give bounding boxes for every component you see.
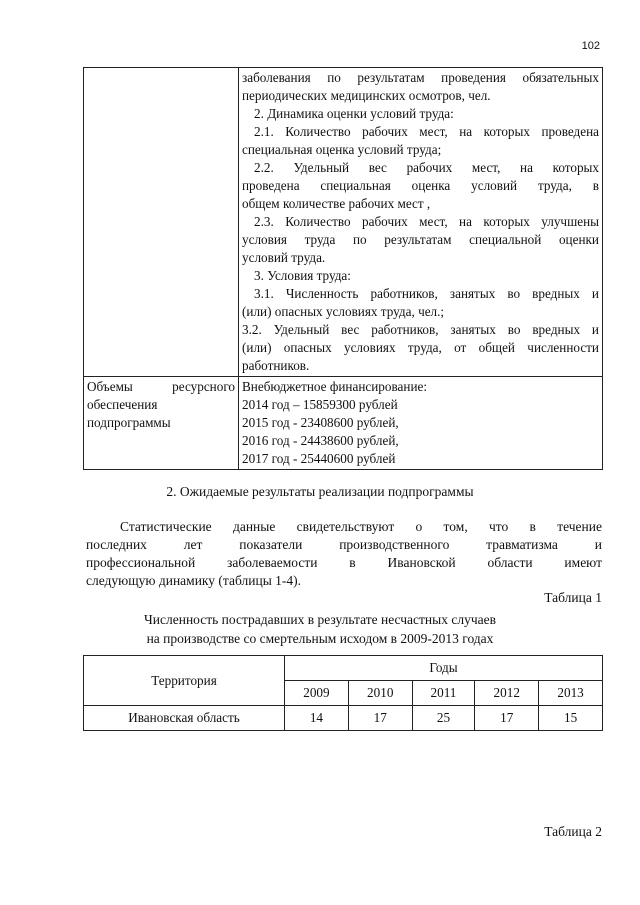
- passport-label-cell: [84, 68, 239, 377]
- text-line: Внебюджетное финансирование:: [242, 379, 428, 394]
- text-line: 2015 год - 23408600 рублей,: [242, 415, 399, 430]
- text-line: заболевания по результатам проведения обязательных: [242, 70, 599, 85]
- text-line: 2.2. Удельный вес рабочих мест, на которых: [254, 160, 599, 175]
- text-line: проведена специальная оценка условий труда, в: [242, 178, 599, 193]
- passport-table: [83, 67, 603, 470]
- passport-row: [84, 68, 603, 377]
- text-line: 2014 год – 15859300 рублей: [242, 397, 398, 412]
- table-row: [84, 706, 603, 731]
- value-cell: 15: [539, 706, 603, 731]
- year-cell: 2011: [412, 681, 475, 706]
- text-line: 3.1. Численность работников, занятых во вредных и: [254, 286, 599, 301]
- text-line: работников.: [242, 358, 310, 373]
- passport-content-cell: [239, 377, 603, 470]
- section-heading: 2. Ожидаемые результаты реализации подпрограммы: [166, 484, 474, 499]
- text-line: специальная оценка условий труда;: [242, 142, 442, 157]
- value-cell: 17: [475, 706, 539, 731]
- text-line: 3.2. Удельный вес работников, занятых во вредных и: [242, 322, 599, 337]
- paragraph-line: последних лет показатели производственного травматизма и: [86, 537, 602, 552]
- passport-label-cell: [84, 377, 239, 470]
- text-line: 2017 год - 25440600 рублей: [242, 451, 396, 466]
- header-years: Годы: [285, 656, 603, 681]
- paragraph-line: следующую динамику (таблицы 1-4).: [86, 573, 302, 588]
- text-line: Объемы ресурсного: [87, 379, 235, 394]
- injury-table: [83, 655, 603, 731]
- header-territory: Территория: [84, 656, 285, 706]
- table-header-row: [84, 656, 603, 681]
- table-caption: [0, 610, 640, 648]
- text-line: подпрограммы: [87, 415, 171, 430]
- year-cell: 2012: [475, 681, 539, 706]
- page-number: 102: [581, 40, 600, 52]
- paragraph-line: профессиональной заболеваемости в Ивановской области имеют: [86, 555, 602, 570]
- year-cell: 2013: [539, 681, 603, 706]
- caption-line: Численность пострадавших в результате несчастных случаев: [144, 612, 496, 627]
- text-line: общем количестве рабочих мест ,: [242, 196, 431, 211]
- caption-line: на производстве со смертельным исходом в 2009-2013 годах: [146, 631, 494, 646]
- text-line: (или) опасных условиях труда, чел.;: [242, 304, 445, 319]
- table-label: Таблица 1: [544, 590, 602, 605]
- paragraph-line: Статистические данные свидетельствуют о том, что в течение: [120, 519, 602, 534]
- year-cell: 2009: [285, 681, 349, 706]
- value-cell: 14: [285, 706, 349, 731]
- year-cell: 2010: [348, 681, 412, 706]
- passport-content-cell: [239, 68, 603, 377]
- text-line: 2.3. Количество рабочих мест, на которых улучшены: [254, 214, 599, 229]
- text-line: условия труда по результатам специальной оценки: [242, 232, 599, 247]
- text-line: (или) опасных условиях труда, от общей численности: [242, 340, 599, 355]
- text-line: 3. Условия труда:: [254, 268, 351, 283]
- text-line: обеспечения: [87, 397, 158, 412]
- text-line: периодических медицинских осмотров, чел.: [242, 88, 491, 103]
- table-label: Таблица 2: [544, 824, 602, 839]
- text-line: 2.1. Количество рабочих мест, на которых проведена: [254, 124, 599, 139]
- value-cell: 17: [348, 706, 412, 731]
- passport-row: [84, 377, 603, 470]
- intro-paragraph: [86, 518, 602, 590]
- text-line: условий труда.: [242, 250, 326, 265]
- territory-cell: Ивановская область: [84, 706, 285, 731]
- text-line: 2. Динамика оценки условий труда:: [254, 106, 454, 121]
- text-line: 2016 год - 24438600 рублей,: [242, 433, 399, 448]
- value-cell: 25: [412, 706, 475, 731]
